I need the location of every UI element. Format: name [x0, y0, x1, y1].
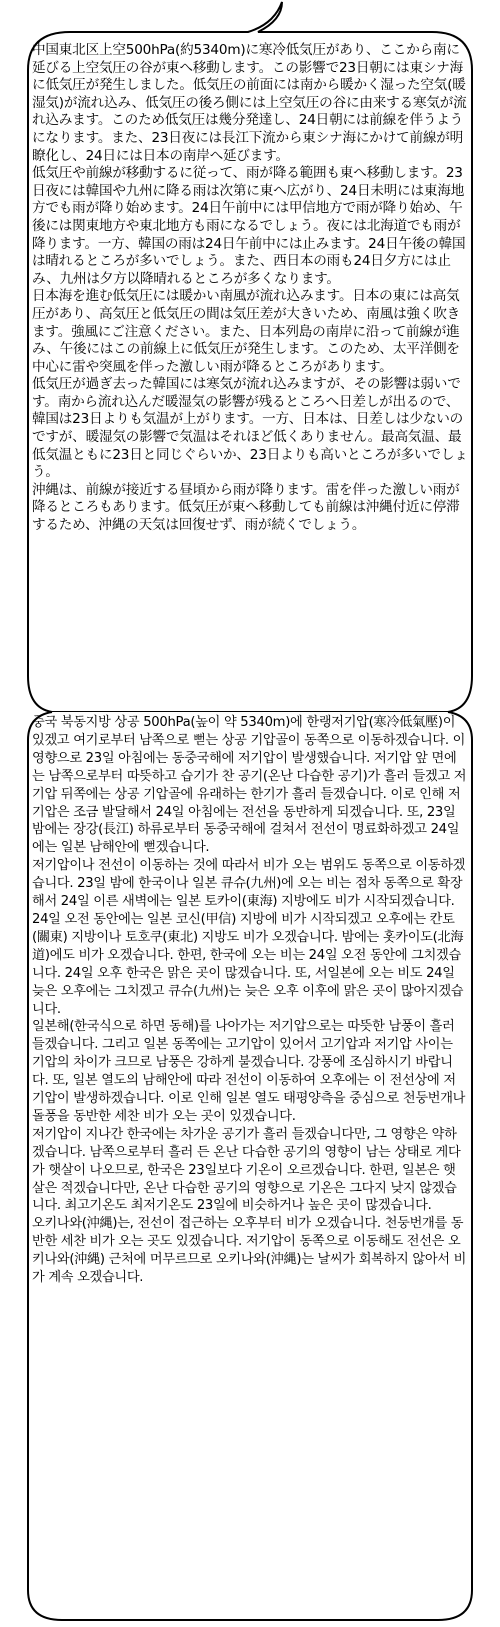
- jp-paragraph-2: 低気圧や前線が移動するに従って、雨が降る範囲も東へ移動します。23日夜には韓国や九州に降る雨は次第に東へ広がり、24日未明には東海地方でも雨が降り始めます。24日午前中には甲信地方で雨が降り始め、午後には関東地方や東北地方も雨になるでしょう。夜には北海道でも雨が降ります。一方、韓国の雨は24日午前中には止みます。24日午後の韓国は晴れるところが多いでしょう。また、西日本の雨も24日夕方には止み、九州は夕方以降晴れるところが多くなります。: [32, 165, 466, 287]
- kr-paragraph-5: 오키나와(沖縄)는, 전선이 접근하는 오후부터 비가 오겠습니다. 천둥번개를 동반한 세찬 비가 오는 곳도 있겠습니다. 저기압이 동쪽으로 이동해도 전선은 오키나와(沖縄) 근처에 머무르므로 오키나와(沖縄)는 날씨가 회복하지 않아서 비가 계속 오겠습니다.: [32, 1216, 467, 1286]
- korean-forecast-text: [32, 714, 468, 1608]
- jp-paragraph-5: 沖縄は、前線が接近する昼頃から雨が降ります。雷を伴った激しい雨が降るところもあります。低気圧が東へ移動しても前線は沖縄付近に停滞するため、沖縄の天気は回復せず、雨が続くでしょう。: [32, 481, 460, 534]
- jp-paragraph-4: 低気圧が過ぎ去った韓国には寒気が流れ込みますが、その影響は弱いです。南から流れ込んだ暖湿気の影響が残るところへ日差しが出るので、韓国は23日よりも気温が上がります。一方、日本は、日差しは少ないのですが、暖湿気の影響で気温はそれほど低くありません。最高気温、最低気温ともに23日と同じぐらいか、23日よりも高いところが多いでしょう。: [32, 376, 468, 481]
- japanese-forecast-text: [32, 42, 468, 711]
- kr-paragraph-1: 중국 북동지방 상공 500hPa(높이 약 5340m)에 한랭저기압(寒冷低氣壓)이 있겠고 여기로부터 남쪽으로 뻗는 상공 기압골이 동쪽으로 이동하겠습니다. 이 영향으로 23일 아침에는 동중국해에 저기압이 발생했습니다. 저기압 앞 면에는 남쪽으로부터 따뜻하고 습기가 찬 공기(온난 다습한 공기)가 흘러 들겠고 저기압 뒤쪽에는 상공 기압골에 유래하는 한기가 흘러 들겠습니다. 이로 인해 저기압은 조금 발달해서 24일 아침에는 전선을 동반하게 되겠습니다. 또, 23일 밤에는 장강(長江) 하류로부터 동중국해에 걸쳐서 전선이 명료화하겠고 24일에는 일본 남해안에 뻗겠습니다.: [32, 715, 467, 856]
- kr-paragraph-4: 저기압이 지나간 한국에는 차가운 공기가 흘러 들겠습니다만, 그 영향은 약하겠습니다. 남쪽으로부터 흘러 든 온난 다습한 공기의 영향이 남는 상태로 게다가 햇살이 나오므로, 한국은 23일보다 기온이 오르겠습니다. 한편, 일본은 햇살은 적겠습니다만, 온난 다습한 공기의 영향으로 기온은 그다지 낮지 않겠습니다. 최고기온도 최저기온도 23일에 비슷하거나 높은 곳이 많겠습니다.: [32, 1126, 461, 1214]
- kr-paragraph-2: 저기압이나 전선이 이동하는 것에 따라서 비가 오는 범위도 동쪽으로 이동하겠습니다. 23일 밤에 한국이나 일본 큐슈(九州)에 오는 비는 점차 동쪽으로 확장해서 24일 이른 새벽에는 일본 토카이(東海) 지방에도 비가 시작되겠습니다. 24일 오전 동안에는 일본 코신(甲信) 지방에 비가 시작되겠고 오후에는 칸토(關東) 지방이나 토호쿠(東北) 지방도 비가 오겠습니다. 밤에는 홋카이도(北海道)에도 비가 오겠습니다. 한편, 한국에 오는 비는 24일 오전 동안에 그치겠습니다. 24일 오후 한국은 맑은 곳이 많겠습니다. 또, 서일본에 오는 비도 24일 늦은 오후에는 그치겠고 큐슈(九州)는 늦은 오후 이후에 맑은 곳이 많아지겠습니다.: [32, 858, 466, 1017]
- jp-paragraph-1: 中国東北区上空500hPa(約5340m)に寒冷低気圧があり、ここから南に延びる上空気圧の谷が東へ移動します。この影響で23日朝には東シナ海に低気圧が発生しました。低気圧の前面には南から暖かく湿った空気(暖湿気)が流れ込み、低気圧の後ろ側には上空気圧の谷に由来する寒気が流れ込みます。このため低気圧は幾分発達し、24日朝には前線を伴うようになります。また、23日夜には長江下流から東シナ海にかけて前線が明瞭化し、24日には日本の南岸へ延びます。: [32, 42, 467, 164]
- kr-paragraph-3: 일본해(한국식으로 하면 동해)를 나아가는 저기압으로는 따뜻한 남풍이 흘러 들겠습니다. 그리고 일본 동쪽에는 고기압이 있어서 고기압과 저기압 사이는 기압의 차이가 크므로 남풍은 강하게 불겠습니다. 강풍에 조심하시기 바랍니다. 또, 일본 열도의 남해안에 따라 전선이 이동하여 오후에는 이 전선상에 저기압이 발생하겠습니다. 이로 인해 일본 열도 태평양측을 중심으로 천둥번개나 돌풍을 동반한 세찬 비가 오는 곳이 있겠습니다.: [32, 1019, 466, 1124]
- jp-paragraph-3: 日本海を進む低気圧には暖かい南風が流れ込みます。日本の東には高気圧があり、高気圧と低気圧の間は気圧差が大きいため、南風は強く吹きます。強風にご注意ください。また、日本列島の南岸に沿って前線が進み、午後にはこの前線上に低気圧が発生します。このため、太平洋側を中心に雷や突風を伴った激しい雨が降るところがあります。: [32, 288, 461, 375]
